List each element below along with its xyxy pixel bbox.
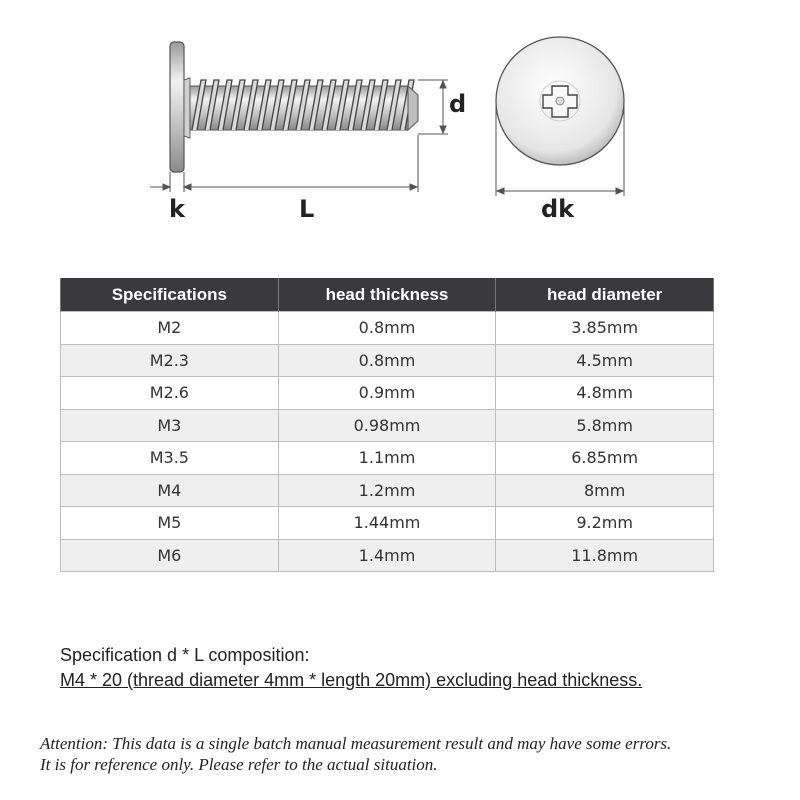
d-label: d <box>449 90 467 118</box>
diameter-cell: 9.2mm <box>496 507 714 540</box>
header-head-diameter: head diameter <box>496 278 714 312</box>
table-row <box>61 442 714 475</box>
spec-cell: M6 <box>61 539 279 572</box>
composition-note-title: Specification d * L composition: <box>60 645 310 665</box>
thickness-cell: 0.8mm <box>278 312 496 345</box>
attention-disclaimer <box>40 733 780 775</box>
header-specifications: Specifications <box>61 278 279 312</box>
k-label: k <box>169 195 185 223</box>
diameter-cell: 6.85mm <box>496 442 714 475</box>
diameter-cell: 5.8mm <box>496 409 714 442</box>
diameter-cell: 4.8mm <box>496 377 714 410</box>
screw-head-top <box>496 37 624 165</box>
spec-table <box>60 278 714 572</box>
thickness-cell: 1.44mm <box>278 507 496 540</box>
screw-tip <box>408 86 418 130</box>
dk-label: dk <box>541 195 575 223</box>
spec-cell: M2.6 <box>61 377 279 410</box>
header-head-thickness: head thickness <box>278 278 496 312</box>
table-row <box>61 344 714 377</box>
diameter-cell: 11.8mm <box>496 539 714 572</box>
spec-cell: M5 <box>61 507 279 540</box>
l-label: L <box>299 195 315 223</box>
thickness-cell: 1.2mm <box>278 474 496 507</box>
table-row <box>61 377 714 410</box>
table-row <box>61 507 714 540</box>
screw-dimension-diagram <box>0 0 800 240</box>
spec-cell: M2.3 <box>61 344 279 377</box>
k-dimension-line <box>150 172 200 192</box>
spec-cell: M3 <box>61 409 279 442</box>
screw-drawing <box>0 0 800 240</box>
spec-cell: M2 <box>61 312 279 345</box>
thickness-cell: 0.8mm <box>278 344 496 377</box>
attention-line-1: Attention: This data is a single batch manual measurement result and may have some errors. <box>40 734 672 753</box>
diameter-cell: 4.5mm <box>496 344 714 377</box>
thickness-cell: 0.9mm <box>278 377 496 410</box>
spec-cell: M4 <box>61 474 279 507</box>
table-row <box>61 474 714 507</box>
thickness-cell: 1.4mm <box>278 539 496 572</box>
spec-cell: M3.5 <box>61 442 279 475</box>
d-dimension-line <box>418 80 448 134</box>
thickness-cell: 0.98mm <box>278 409 496 442</box>
composition-note-example: M4 * 20 (thread diameter 4mm * length 20mm) excluding head thickness. <box>60 670 643 690</box>
table-row <box>61 312 714 345</box>
table-row <box>61 409 714 442</box>
table-header-row <box>61 278 714 312</box>
thickness-cell: 1.1mm <box>278 442 496 475</box>
l-dimension-line <box>186 135 418 192</box>
diameter-cell: 3.85mm <box>496 312 714 345</box>
screw-head-side <box>170 42 190 172</box>
attention-line-2: It is for reference only. Please refer to the actual situation. <box>40 755 438 774</box>
table-row <box>61 539 714 572</box>
diameter-cell: 8mm <box>496 474 714 507</box>
